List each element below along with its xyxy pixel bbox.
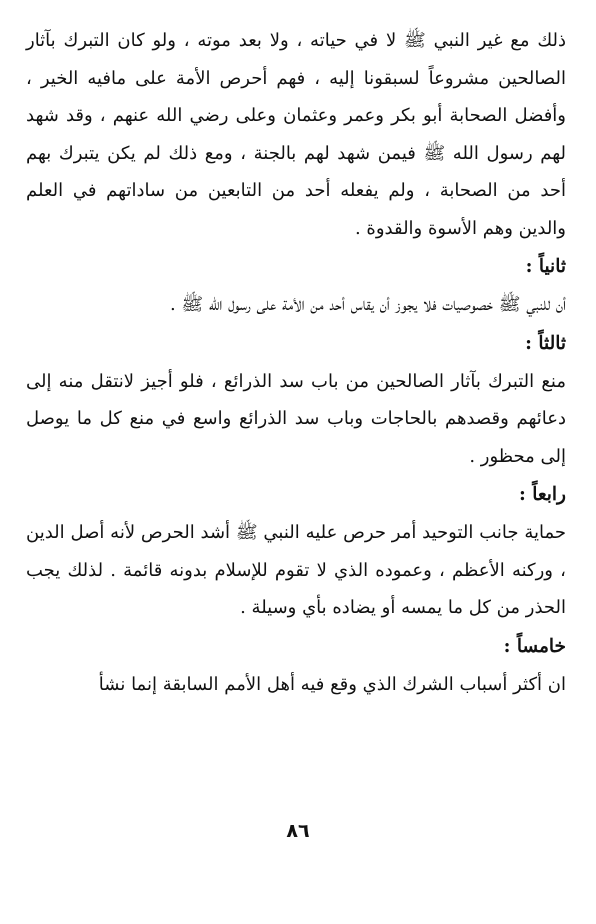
section-heading-fourth: رابعاً : <box>518 484 566 505</box>
section-heading-second: ثانياً : <box>525 256 566 277</box>
section-heading-third: ثالثاً : <box>525 332 566 354</box>
section-text-fourth: حماية جانب التوحيد أمر حرص عليه النبي ﷺ أشد الحرص لأنه أصل الدين ، وركنه الأعظم ، وعموده الذي لا تقوم للإسلام بدونه قائمة . لذلك يجب الحذر من كل ما يمسه أو يضاده بأي وسيلة . <box>26 522 566 618</box>
section-text-fifth: ان أكثر أسباب الشرك الذي وقع فيه أهل الأمم السابقة إنما نشأ <box>98 673 566 695</box>
section-text-second: أن للنبي ﷺ خصوصيات فلا يجوز أن يقاس أحد من الأمة على رسول الله ﷺ . <box>169 294 566 315</box>
section-heading-fifth: خامساً : <box>503 635 566 657</box>
page-number: ٨٦ <box>286 820 310 842</box>
opening-paragraph: ذلك مع غير النبي ﷺ لا في حياته ، ولا بعد موته ، ولو كان التبرك بآثار الصالحين مشروعاً لسبقونا إليه ، فهم أحرص الأمة على مافيه الخير ، وأفضل الصحابة أبو بكر وعمر وعثمان وعلى رضي الله عنهم ، وقد شهد لهم رسول الله ﷺ فيمن شهد لهم بالجنة ، ومع ذلك لم يكن يتبرك بهم أحد من الصحابة ، ولم يفعله أحد من التابعين من ساداتهم في العلم والدين وهم الأسوة والقدوة . <box>26 30 567 239</box>
page-body <box>26 22 566 703</box>
section-text-third: منع التبرك بآثار الصالحين من باب سد الذرائع ، فلو أجيز لانتقل منه إلى دعائهم وقصدهم بالحاجات وباب سد الذرائع واسع في منع كل ما يوصل إلى محظور . <box>26 370 566 467</box>
